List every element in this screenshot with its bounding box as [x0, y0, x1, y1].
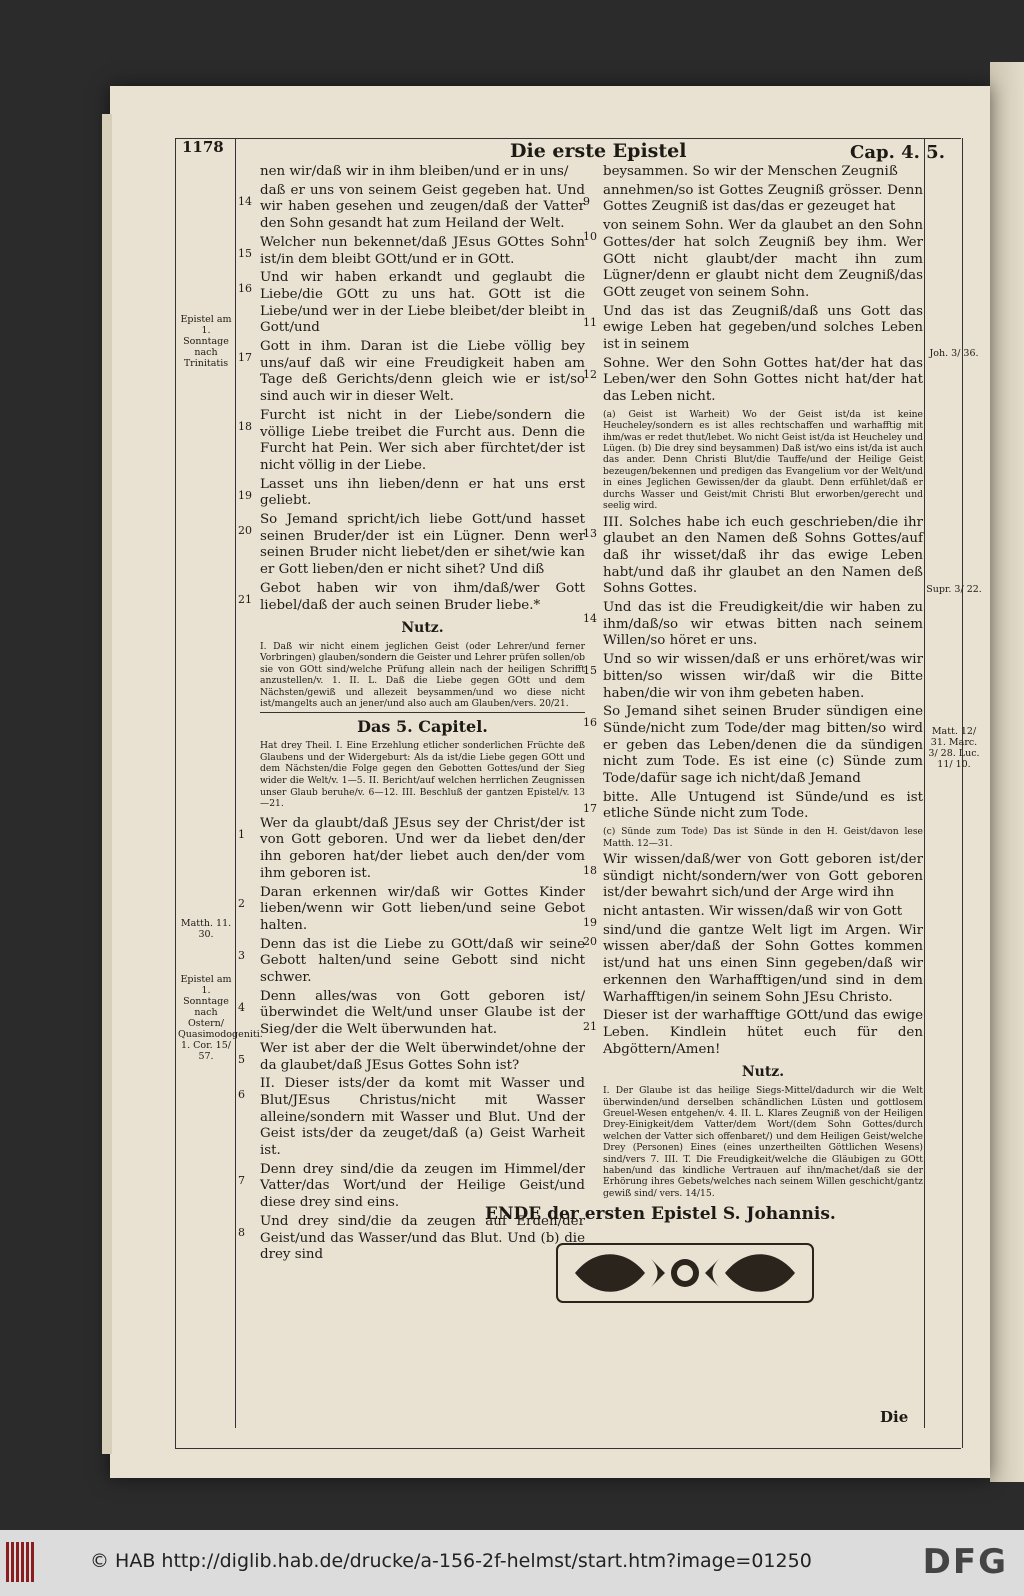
verse	[583, 600, 923, 650]
verse-text: annehmen/so ist Gottes Zeugniß grösser. Denn Gottes Zeugniß ist das/das er gezeuget hat	[603, 182, 923, 215]
verse-text: Und so wir wissen/daß er uns erhöret/was wir bitten/so wissen wir/daß wir die Bitte haben/die wir von ihm gebeten haben.	[603, 652, 923, 701]
right-verses-2	[583, 514, 923, 824]
verse-number: 6	[238, 1088, 245, 1102]
verse	[238, 339, 585, 406]
verse-text: Daran erkennen wir/daß wir Gottes Kinder lieben/wenn wir Gott lieben/und seine Gebot halten.	[260, 884, 585, 933]
verse-text: Und drey sind/die da zeugen auf Erden/der Geist/und das Wasser/und das Blut. Und (b) die drey sind	[260, 1213, 585, 1263]
verse-number: 12	[583, 367, 597, 381]
verse-text: Und wir haben erkandt und geglaubt die Liebe/die GOtt zu uns hat. GOtt ist die Liebe/und wer in der Liebe bleibet/der bleibt in Gott/und	[260, 270, 585, 336]
verse-text: II. Dieser ists/der da komt mit Wasser und Blut/JEsus Christus/nicht mit Wasser alleine/sondern mit Wasser und Blut. Und der Geist ists/der da zeuget/daß (a) Geist Warheit ist.	[260, 1076, 585, 1159]
verse-text: Denn das ist die Liebe zu GOtt/daß wir seine Gebott halten/und seine Gebott sind nicht schwer.	[260, 936, 585, 986]
verse-text: Sohne. Wer den Sohn Gottes hat/der hat das Leben/wer den Sohn Gottes nicht hat/der hat das Leben nicht.	[603, 355, 923, 405]
verse-number: 11	[583, 315, 597, 329]
verse-text: nicht antasten. Wir wissen/daß wir von Gott	[603, 904, 903, 920]
verse-text: Furcht ist nicht in der Liebe/sondern die völlige Liebe treibet die Furcht aus. Denn die Furcht hat Pein. Wer sich aber fürchtet/der ist nicht völlig in der Liebe.	[260, 407, 585, 473]
left-column	[238, 164, 585, 1266]
verse-text: Lasset uns ihn lieben/denn er hat uns erst geliebt.	[260, 476, 585, 509]
verse-text: III. Solches habe ich euch geschrieben/die ihr glaubet an den Namen deß Sohns Gottes/auf daß ihr wisset/daß ihr das ewige Leben habt/und daß ihr glaubet an den Namen deß Sohns Gottes.	[603, 514, 923, 597]
verse	[238, 182, 585, 233]
verse-text: nen wir/daß wir in ihm bleiben/und er in uns/	[260, 164, 569, 179]
end-of-epistle: ENDE der ersten Epistel S. Johannis.	[485, 1204, 836, 1224]
verse-number: 7	[238, 1173, 245, 1187]
verse-number: 16	[583, 716, 597, 730]
verse	[238, 234, 585, 268]
verse	[583, 904, 923, 930]
verse-text: Denn alles/was von Gott geboren ist/überwindet die Welt/und unser Glaube ist der Sieg/der die Welt überwunden hat.	[260, 988, 585, 1038]
verse-text: So Jemand sihet seinen Bruder sündigen eine Sünde/nicht zum Tode/der mag bitten/so wird er geben das Leben/denen die da sündigen nicht zum Tode. Es ist eine (c) Sünde zum Tode/dafür sage ich nicht/daß Jemand	[603, 704, 923, 787]
verse-number: 16	[238, 282, 252, 296]
margin-note-matt-marc-luc: Matt. 12/ 31. Marc. 3/ 28. Luc. 11/ 10.	[928, 726, 980, 770]
verse-text: So Jemand spricht/ich liebe Gott/und hasset seinen Bruder/der ist ein Lügner. Denn wer seinen Bruder nicht liebet/den er sihet/wie kan er Gott lieben/den er nicht sihet? Und diß	[260, 512, 585, 578]
verse-number: 1	[238, 827, 245, 841]
chapter-indicator: Cap. 4. 5.	[850, 142, 945, 163]
verse-number: 14	[583, 612, 597, 626]
verse-number: 19	[238, 488, 252, 502]
verse	[238, 407, 585, 475]
verse	[583, 1008, 923, 1058]
verse	[583, 652, 923, 702]
divider	[260, 712, 585, 713]
margin-note-matth: Matth. 11. 30.	[180, 918, 232, 940]
verse	[238, 936, 585, 987]
verse-number: 2	[238, 896, 245, 910]
verse-text: bitte. Alle Untugend ist Sünde/und es ist etliche Sünde nicht zum Tode.	[603, 789, 923, 822]
verse-number: 21	[583, 1020, 597, 1034]
book-page	[110, 86, 990, 1478]
page-number: 1178	[182, 138, 224, 156]
verse-number: 17	[583, 801, 597, 815]
verse	[238, 476, 585, 510]
verse-text: Gott in ihm. Daran ist die Liebe völlig bey uns/auf daß wir eine Freudigkeit haben am Tage deß Gerichts/denn gleich wie er ist/so sind auch wir in dieser Welt.	[260, 339, 585, 405]
verse-number: 4	[238, 1000, 245, 1014]
margin-note-quasimodogeniti: Epistel am 1. Sonntage nach Ostern/ Quasimodogeniti. 1. Cor. 15/ 57.	[178, 974, 263, 1062]
verse-number: 8	[238, 1225, 245, 1239]
verse-number: 18	[238, 419, 252, 433]
verse-text: Denn drey sind/die da zeugen im Himmel/der Vatter/das Wort/und der Heilige Geist/und diese drey sind eins.	[260, 1161, 585, 1211]
ornament-icon	[555, 1238, 815, 1308]
verse-number: 21	[238, 592, 252, 606]
chapter5-summary: Hat drey Theil. I. Eine Erzehlung etlicher sonderlichen Früchte deß Glaubens und der Widergeburt: Als da ist/die Liebe gegen GOtt und dem Nächsten/die Folge gegen den Gebotten Gottes/und der Sieg wider die Welt/v. 1—5. II. Bericht/auf welchen herrlichen Zeugnissen unser Glaub beruhe/v. 6—12. III. Beschluß der gantzen Epistel/v. 13—21.	[260, 740, 585, 810]
running-title: Die erste Epistel	[510, 140, 687, 162]
verse-text: sind/und die gantze Welt ligt im Argen. Wir wissen aber/daß der Sohn Gottes kommen ist/und hat uns einen Sinn gegeben/daß wir erkennen den Warhafftigen/und sind in dem Warhafftigen/in seinem Sohn JEsu Christo.	[603, 922, 923, 1005]
verse-number: 19	[583, 916, 597, 930]
margin-note-supr: Supr. 3/ 22.	[926, 584, 982, 595]
verse	[583, 514, 923, 599]
next-page-edge	[990, 62, 1024, 1482]
verse-number: 10	[583, 230, 597, 244]
nutz-heading-left: Nutz.	[401, 620, 444, 637]
verse-number: 20	[583, 934, 597, 948]
verse-number: 9	[583, 194, 590, 208]
verse-number: 15	[238, 246, 252, 260]
verse	[238, 512, 585, 579]
verse	[238, 884, 585, 935]
header-rule	[175, 138, 961, 139]
verse-number: 18	[583, 863, 597, 877]
nutz-text-left: I. Daß wir nicht einem jeglichen Geist (oder Lehrer/und ferner Vorbringen) glauben/sondern die Geister und Lehrer prüfen sollen/ob sie von GOtt sind/welche Prüfung allein nach der heiligen Schrifft anzustellen/v. 1. II. L. Daß die Liebe gegen GOtt und dem Nächsten/gewiß und allezeit beysammen/und wo diese nicht ist/mangelts auch an jener/und also auch am Glauben/vers. 20/21.	[260, 640, 585, 710]
right-column	[583, 164, 923, 1202]
verse	[583, 704, 923, 788]
verse-text: Welcher nun bekennet/daß JEsus GOttes Sohn ist/in dem bleibt GOtt/und er in GOtt.	[260, 234, 585, 267]
margin-note-joh: Joh. 3/ 36.	[929, 348, 979, 359]
verse	[583, 218, 923, 302]
verse-text: Und das ist die Freudigkeit/die wir haben zu ihm/daß/so wir etwas bitten nach seinem Willen/so höret er uns.	[603, 600, 923, 649]
footnote-c: (c) Sünde zum Tode) Das ist Sünde in den H. Geist/davon lese Matth. 12—31.	[603, 826, 923, 849]
verse-text: Wer da glaubt/daß JEsus sey der Christ/der ist von Gott geboren. Und wer da liebet den/der ihn geboren hat/der liebet auch den/der vom ihm geboren ist.	[260, 815, 585, 881]
verse	[238, 270, 585, 337]
verse-number: 17	[238, 351, 252, 365]
verse	[238, 1040, 585, 1074]
verse-number: 3	[238, 948, 245, 962]
hab-logo-icon	[6, 1542, 46, 1582]
verse	[583, 355, 923, 406]
verse-text: beysammen. So wir der Menschen Zeugniß	[603, 164, 898, 179]
verse	[238, 580, 585, 614]
chapter5-title: Das 5. Capitel.	[357, 717, 488, 737]
verse	[583, 303, 923, 354]
verse-number: 15	[583, 664, 597, 678]
right-verses	[583, 164, 923, 406]
verse	[583, 851, 923, 902]
verse-number: 14	[238, 194, 252, 208]
verse-text: Und das ist das Zeugniß/daß uns Gott das ewige Leben hat gegeben/und solches Leben ist in seinem	[603, 303, 923, 353]
verse-number: 5	[238, 1052, 245, 1066]
footer-rule	[175, 1448, 961, 1449]
nutz-text-right: I. Der Glaube ist das heilige Siegs-Mittel/dadurch wir die Welt überwinden/und derselben schändlichen Lüsten und gottlosem Greuel-Wesen entgehen/v. 4. II. L. Klares Zeugniß von der Heiligen Drey-Einigkeit/dem Vatter/dem Wort/(dem Sohn Gottes/durch welchen der Vatter sich offenbaret/) und dem Heiligen Geist/welche Drey (Personen) Eines (eines unzertheilten Göttlichen Wesens) sind/vers 7. III. T. Die Freudigkeit/welche die Gläubigen zu GOtt haben/und das kindliche Vertrauen auf ihn/machet/daß sie der Erhörung ihres Gebets/welches nach seinem Willen geschicht/gantz gewiß sind/ vers. 14/15.	[603, 1085, 923, 1199]
verse	[260, 164, 585, 181]
verse-number: 20	[238, 524, 252, 538]
nutz-heading-right: Nutz.	[741, 1064, 785, 1081]
left-verses	[238, 164, 585, 614]
verse-number: 13	[583, 526, 597, 540]
verse	[238, 815, 585, 883]
verse-text: daß er uns von seinem Geist gegeben hat. Und wir haben gesehen und zeugen/daß der Vatter den Sohn gesandt hat zum Heiland der Welt.	[260, 182, 585, 232]
verse-text: Gebot haben wir von ihm/daß/wer Gott liebel/daß der auch seinen Bruder liebe.*	[260, 580, 585, 613]
margin-note-trinitatis: Epistel am 1. Sonntage nach Trinitatis	[180, 314, 232, 369]
footer-bar	[0, 1530, 1024, 1596]
verse	[583, 182, 923, 216]
left-verses-ch5	[238, 815, 585, 1264]
source-url[interactable]: © HAB http://diglib.hab.de/drucke/a-156-2f-helmst/start.htm?image=01250	[90, 1550, 812, 1572]
footnotes-ab: (a) Geist ist Warheit) Wo der Geist ist/da ist keine Heucheley/sondern es ist alles rechtschaffen und warhafftig mit ihm/was er redet thut/lebet. Wo nicht Geist ist/da ist Heucheley und Lügen. (b) Die drey sind beysammen) Daß ist/wo eins ist/da ist auch das ander. Denn Christi Blut/die Tauffe/und der Heilige Geist bezeugen/bekennen und predigen das Evangelium vor der Welt/und in eines Jeglichen Gewissen/der da glaubt. Denn erfühlet/daß er durchs Wasser und Geist/mit Christi Blut erworben/gerecht und seelig wird.	[603, 408, 923, 512]
verse	[238, 988, 585, 1039]
verse-text: Wir wissen/daß/wer von Gott geboren ist/der sündigt nicht/sondern/wer von Gott geboren ist/der bewahrt sich/und der Arge wird ihn	[603, 851, 923, 901]
verse-text: von seinem Sohn. Wer da glaubet an den Sohn Gottes/der hat solch Zeugniß bey ihm. Wer GOtt nicht glaubt/der macht ihn zum Lügner/denn er glaubt nicht dem Zeugniß/das GOtt zeuget von seinem Sohn.	[603, 218, 923, 300]
dfg-logo: DFG	[922, 1542, 1008, 1582]
right-verses-3	[583, 851, 923, 1058]
verse-text: Dieser ist der warhafftige GOtt/und das ewige Leben. Kindlein hütet euch für den Abgöttern/Amen!	[603, 1008, 923, 1057]
verse	[603, 164, 923, 181]
catchword: Die	[880, 1408, 909, 1426]
verse	[238, 1076, 585, 1160]
verse-text: Wer ist aber der die Welt überwindet/ohne der da glaubet/daß JEsus Gottes Sohn ist?	[260, 1040, 585, 1073]
verse	[583, 789, 923, 823]
